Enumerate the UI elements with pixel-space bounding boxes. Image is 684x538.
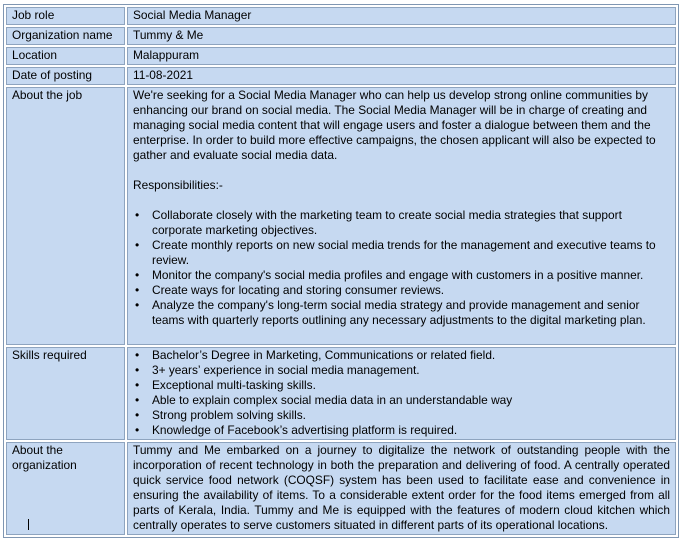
job-posting-table (3, 4, 679, 538)
about-org-label: About the organization (6, 442, 125, 535)
list-item: • Knowledge of Facebook’s advertising platform is required. (152, 423, 670, 438)
organization-label: Organization name (6, 27, 125, 45)
row-about-org (6, 442, 676, 535)
list-item: • Create ways for locating and storing consumer reviews. (152, 283, 670, 298)
list-item: • Collaborate closely with the marketing team to create social media strategies that support corporate marketing objectives. (152, 208, 670, 238)
row-organization (6, 27, 676, 45)
skills-list (133, 348, 670, 438)
about-job-cell (127, 87, 676, 345)
list-item: • 3+ years’ experience in social media management. (152, 363, 670, 378)
row-location (6, 47, 676, 65)
job-role-label: Job role (6, 7, 125, 25)
skills-cell (127, 347, 676, 440)
about-job-intro: We're seeking for a Social Media Manager who can help us develop strong online communities by enhancing our brand on social media. The Social Media Manager will be in charge of creating and managing social media content that will engage users and foster a dialogue between them and the enterprise. In order to build more effective campaigns, the chosen applicant will also be expected to gather and evaluate social media data. (133, 88, 656, 162)
list-item: • Bachelor’s Degree in Marketing, Communications or related field. (152, 348, 670, 363)
list-item: • Monitor the company's social media profiles and engage with customers in a positive manner. (152, 268, 670, 283)
date-label: Date of posting (6, 67, 125, 85)
skills-label: Skills required (6, 347, 125, 440)
list-item: • Analyze the company's long-term social media strategy and provide management and senior teams with quarterly reports outlining any necessary adjustments to the digital marketing plan. (152, 298, 670, 328)
organization-value: Tummy & Me (127, 27, 676, 45)
list-item: • Able to explain complex social media data in an understandable way (152, 393, 670, 408)
row-about-job (6, 87, 676, 345)
location-value: Malappuram (127, 47, 676, 65)
list-item: • Exceptional multi-tasking skills. (152, 378, 670, 393)
responsibilities-list (133, 208, 670, 328)
about-org-text: Tummy and Me embarked on a journey to digitalize the network of outstanding people with the incorporation of recent technology in both the preparation and delivering of food. A centrally operated quick service food network (COQSF) system has been used to facilitate ease and convenience in ensuring the availability of items. To a considerable extent order for the food items emerged from all parts of Kerala, India. Tummy and Me is equipped with the features of modern cloud kitchen which centrally operates to serve customers situated in different parts of its operational locations. (127, 442, 676, 535)
location-label: Location (6, 47, 125, 65)
responsibilities-heading: Responsibilities:- (133, 178, 223, 192)
list-item: • Strong problem solving skills. (152, 408, 670, 423)
text-cursor (28, 519, 29, 530)
job-role-value: Social Media Manager (127, 7, 676, 25)
list-item: • Create monthly reports on new social media trends for the management and executive teams to review. (152, 238, 670, 268)
row-date (6, 67, 676, 85)
row-skills (6, 347, 676, 440)
row-job-role (6, 7, 676, 25)
about-job-label: About the job (6, 87, 125, 345)
date-value: 11-08-2021 (127, 67, 676, 85)
